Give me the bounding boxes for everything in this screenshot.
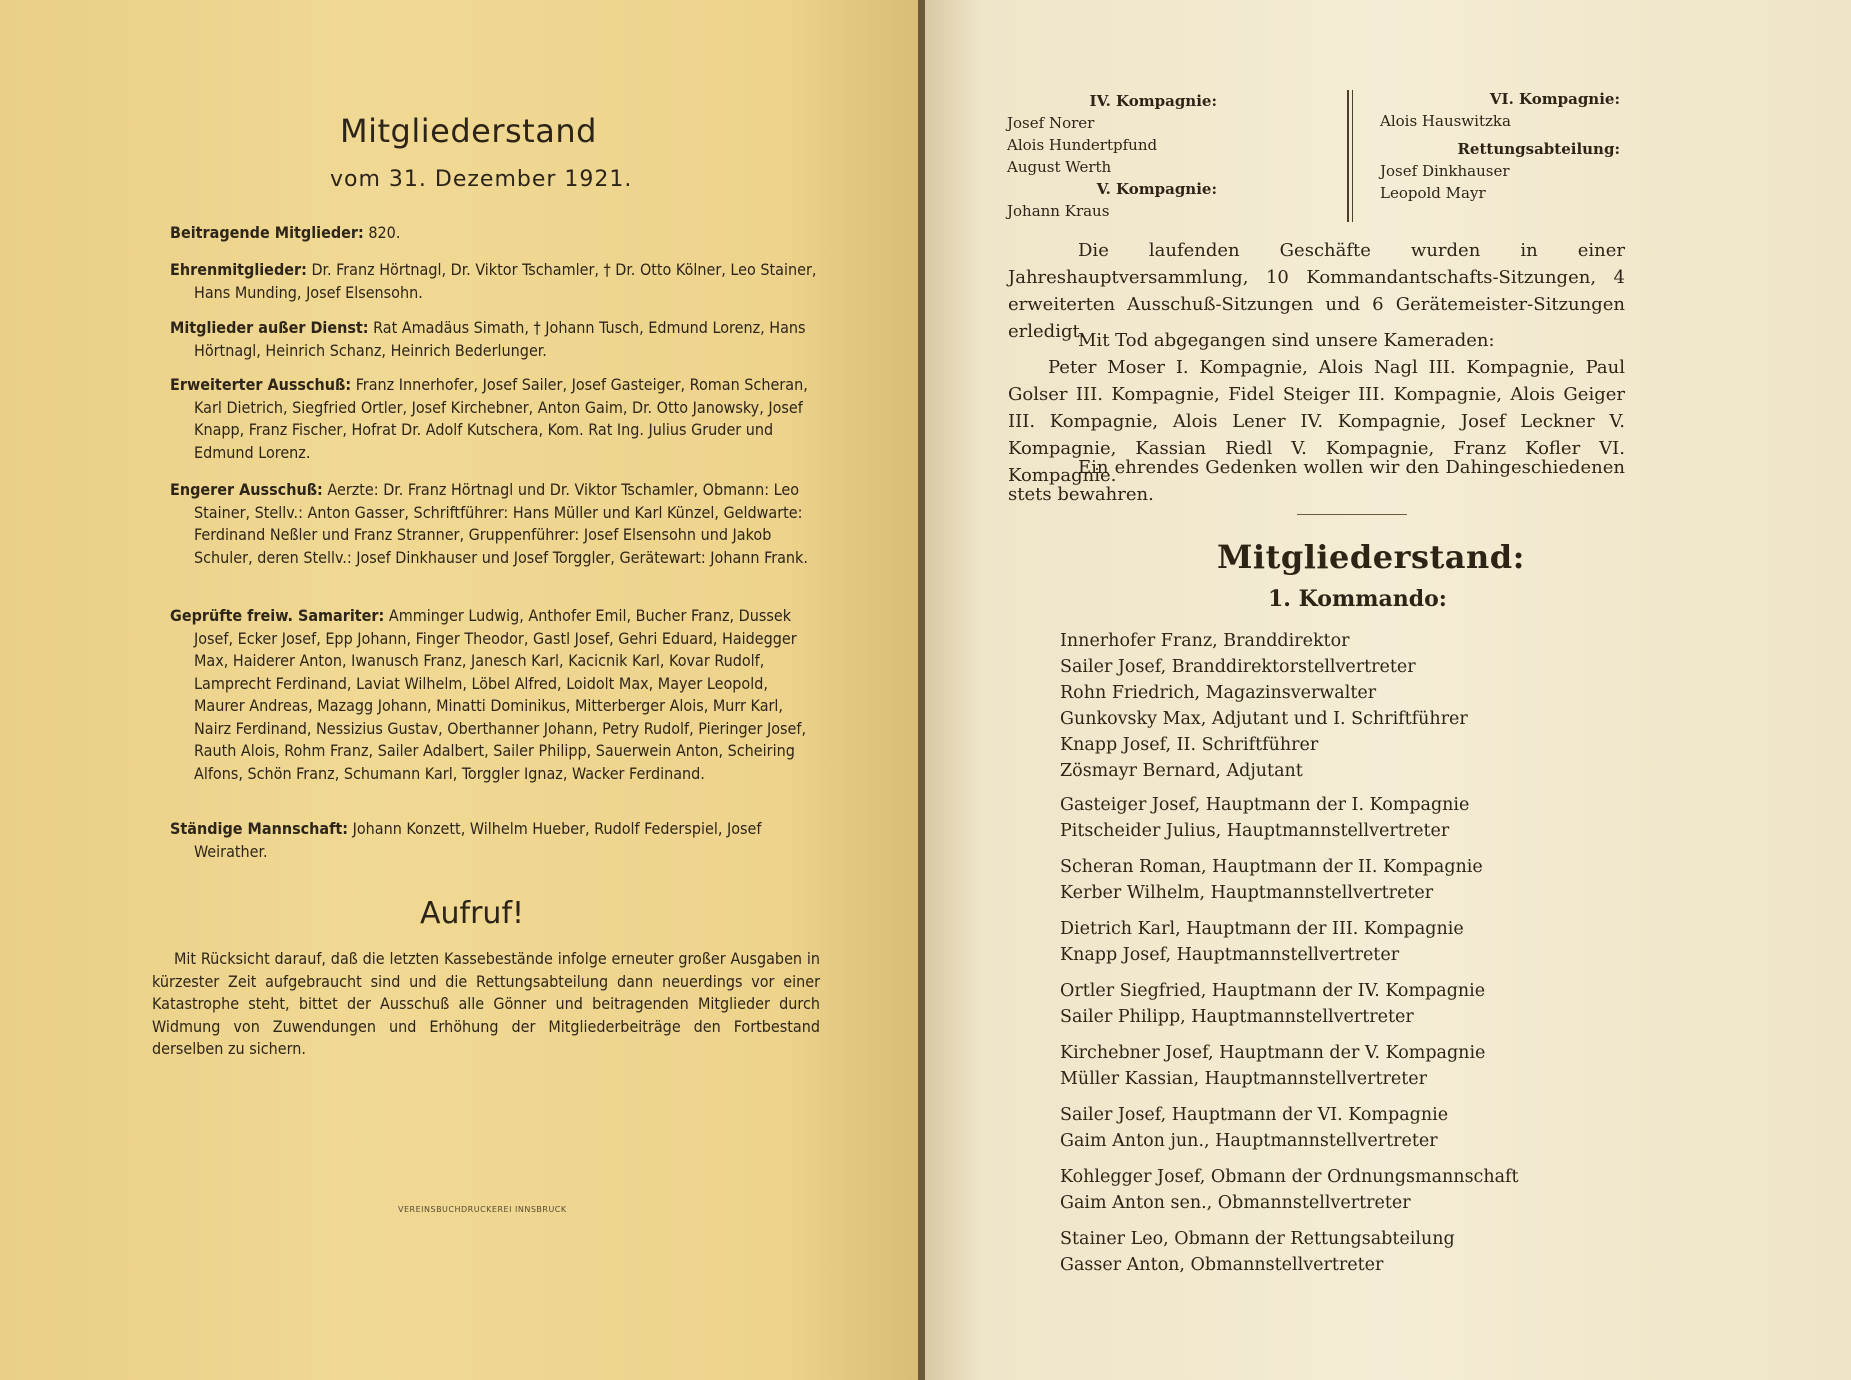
list-item: Stainer Leo, Obmann der Rettungsabteilung: [1060, 1229, 1455, 1249]
right-page: [925, 0, 1851, 1380]
column-divider: [1347, 90, 1349, 222]
memorial-paragraph: Ein ehrendes Gedenken wollen wir den Dahingeschiedenen stets bewahren.: [1008, 457, 1625, 505]
member-name: Alois Hauswitzka: [1380, 112, 1511, 130]
entry-staendige-mannschaft: [170, 818, 820, 863]
kompagnie-heading: IV. Kompagnie:: [1089, 92, 1217, 110]
list-item: Ortler Siegfried, Hauptmann der IV. Kompagnie: [1060, 981, 1486, 1001]
list-item: Gunkovsky Max, Adjutant und I. Schriftführer: [1060, 709, 1468, 729]
entry-text: Aerzte: Dr. Franz Hörtnagl und Dr. Viktor Tschamler, Obmann: Leo Stainer, Stellv.: Anton Gasser, Schriftführer: Hans Müller und Karl Künzel, Geldwarte: Ferdinand Neßler und Franz Stranner, Gruppenführer: Josef Elsensohn und Jakob Schuler, deren Stellv.: Josef Dinkhauser und Josef Torggler, Gerätewart: Johann Frank.: [194, 480, 808, 567]
kompagnie-column-2: [1380, 88, 1620, 204]
entry-text: Franz Innerhofer, Josef Sailer, Josef Gasteiger, Roman Scheran, Karl Dietrich, Siegfried Ortler, Josef Kirchebner, Anton Gaim, Dr. Otto Janowsky, Josef Knapp, Franz Fischer, Hofrat Dr. Adolf Kutschera, Kom. Rat Ing. Julius Gruder und Edmund Lorenz.: [194, 375, 808, 462]
list-item: Zösmayr Bernard, Adjutant: [1060, 761, 1303, 781]
list-item: Sailer Josef, Branddirektorstellvertreter: [1060, 657, 1416, 677]
member-name: Josef Dinkhauser: [1380, 162, 1510, 180]
list-item: Gaim Anton sen., Obmannstellvertreter: [1060, 1193, 1411, 1213]
appeal-title: Aufruf!: [420, 896, 525, 931]
member-name: August Werth: [1007, 158, 1112, 176]
entry-engerer-ausschuss: [170, 479, 820, 569]
list-item: Rohn Friedrich, Magazinsverwalter: [1060, 683, 1377, 703]
list-item: Müller Kassian, Hauptmannstellvertreter: [1060, 1069, 1428, 1089]
section-subtitle: 1. Kommando:: [1268, 586, 1447, 612]
entry-text: Amminger Ludwig, Anthofer Emil, Bucher Franz, Dussek Josef, Ecker Josef, Epp Johann, Finger Theodor, Gastl Josef, Gehri Eduard, Haidegger Max, Haiderer Anton, Iwanusch Franz, Janesch Karl, Kacicnik Karl, Kovar Rudolf, Lamprecht Ferdinand, Laviat Wilhelm, Löbel Alfred, Loidolt Max, Mayer Leopold, Maurer Andreas, Mazagg Johann, Minatti Dominikus, Mitterberger Alois, Murr Karl, Nairz Ferdinand, Nessizius Gustav, Oberthanner Johann, Petry Rudolf, Pieringer Josef, Rauth Alois, Rohm Franz, Sailer Adalbert, Sailer Philipp, Sauerwein Anton, Scheiring Alfons, Schön Franz, Schumann Karl, Torggler Ignaz, Wacker Ferdinand.: [194, 606, 807, 783]
entry-ehrenmitglieder: [170, 259, 820, 304]
list-item: Knapp Josef, Hauptmannstellvertreter: [1060, 945, 1400, 965]
page-subtitle: vom 31. Dezember 1921.: [330, 167, 633, 192]
entry-text: Johann Konzett, Wilhelm Hueber, Rudolf Federspiel, Josef Weirather.: [194, 819, 762, 861]
list-item: Gaim Anton jun., Hauptmannstellvertreter: [1060, 1131, 1438, 1151]
list-item: Kohlegger Josef, Obmann der Ordnungsmannschaft: [1060, 1167, 1519, 1187]
command-group: [1060, 916, 1760, 968]
entry-label: Ständige Mannschaft:: [170, 819, 349, 838]
kompagnie-heading: V. Kompagnie:: [1096, 180, 1217, 198]
member-name: Johann Kraus: [1007, 202, 1110, 220]
meetings-paragraph: Die laufenden Geschäfte wurden in einer Jahreshauptversammlung, 10 Kommandantschafts-Sitzungen, 4 erweiterten Ausschuß-Sitzungen und 6 Gerätemeister-Sitzungen erledigt.: [1008, 240, 1625, 342]
member-name: Josef Norer: [1007, 114, 1095, 132]
entry-ausser-dienst: [170, 317, 820, 362]
kompagnie-heading: Rettungsabteilung:: [1457, 140, 1620, 158]
list-item: Sailer Philipp, Hauptmannstellvertreter: [1060, 1007, 1414, 1027]
entry-text: 820.: [368, 223, 401, 242]
list-item: Kirchebner Josef, Hauptmann der V. Kompagnie: [1060, 1043, 1486, 1063]
left-page: [0, 0, 918, 1380]
book-spine: [918, 0, 925, 1380]
list-item: Scheran Roman, Hauptmann der II. Kompagnie: [1060, 857, 1483, 877]
entry-text: Rat Amadäus Simath, † Johann Tusch, Edmund Lorenz, Hans Hörtnagl, Heinrich Schanz, Heinrich Bederlunger.: [194, 318, 806, 360]
list-item: Pitscheider Julius, Hauptmannstellvertreter: [1060, 821, 1450, 841]
appeal-text: Mit Rücksicht darauf, daß die letzten Kassebestände infolge erneuter großer Ausgaben in kürzester Zeit aufgebraucht sind und die Rettungsabteilung dann neuerdings vor einer Katastrophe steht, bittet der Ausschuß alle Gönner und beitragenden Mitglieder durch Widmung von Zuwendungen und Erhöhung der Mitgliederbeiträge den Fortbestand derselben zu sichern.: [152, 949, 820, 1058]
list-item: Sailer Josef, Hauptmann der VI. Kompagnie: [1060, 1105, 1449, 1125]
page-title: Mitgliederstand: [340, 112, 597, 150]
entry-erweiterter-ausschuss: [170, 374, 820, 464]
section-title: Mitgliederstand:: [1217, 538, 1525, 576]
list-item: Kerber Wilhelm, Hauptmannstellvertreter: [1060, 883, 1434, 903]
member-name: Leopold Mayr: [1380, 184, 1486, 202]
command-group: [1060, 1102, 1760, 1154]
list-item: Innerhofer Franz, Branddirektor: [1060, 631, 1350, 651]
entry-label: Ehrenmitglieder:: [170, 260, 307, 279]
kompagnie-heading: VI. Kompagnie:: [1489, 90, 1620, 108]
entry-label: Mitglieder außer Dienst:: [170, 318, 369, 337]
column-divider: [1352, 90, 1353, 222]
entry-samariter: [170, 605, 820, 785]
entry-label: Beitragende Mitglieder:: [170, 223, 364, 242]
list-item: Gasser Anton, Obmannstellvertreter: [1060, 1255, 1384, 1275]
kompagnie-column-1: [1007, 90, 1217, 222]
entry-text: Dr. Franz Hörtnagl, Dr. Viktor Tschamler, † Dr. Otto Kölner, Leo Stainer, Hans Munding, Josef Elsensohn.: [194, 260, 817, 302]
section-divider: [1297, 514, 1407, 515]
deceased-lead: Mit Tod abgegangen sind unsere Kameraden:: [1078, 330, 1495, 351]
list-item: Dietrich Karl, Hauptmann der III. Kompagnie: [1060, 919, 1464, 939]
entry-label: Geprüfte freiw. Samariter:: [170, 606, 385, 625]
deceased-list: Peter Moser I. Kompagnie, Alois Nagl III. Kompagnie, Paul Golser III. Kompagnie, Fidel Steiger III. Kompagnie, Alois Geiger III. Kompagnie, Alois Lener IV. Kompagnie, Josef Leckner V. Kompagnie, Kassian Riedl V. Kompagnie, Franz Kofler VI. Kompagnie.: [1008, 357, 1625, 486]
command-group: [1060, 1164, 1760, 1216]
command-group: [1060, 628, 1760, 784]
entry-label: Engerer Ausschuß:: [170, 480, 323, 499]
entry-label: Erweiterter Ausschuß:: [170, 375, 352, 394]
list-item: Gasteiger Josef, Hauptmann der I. Kompagnie: [1060, 795, 1470, 815]
kommando-list: [1060, 628, 1760, 1278]
command-group: [1060, 978, 1760, 1030]
list-item: Knapp Josef, II. Schriftführer: [1060, 735, 1319, 755]
command-group: [1060, 1226, 1760, 1278]
command-group: [1060, 854, 1760, 906]
member-name: Alois Hundertpfund: [1007, 136, 1158, 154]
entry-beitragende: [170, 222, 820, 245]
command-group: [1060, 792, 1760, 844]
printer-imprint: VEREINSBUCHDRUCKEREI INNSBRUCK: [398, 1205, 567, 1214]
command-group: [1060, 1040, 1760, 1092]
